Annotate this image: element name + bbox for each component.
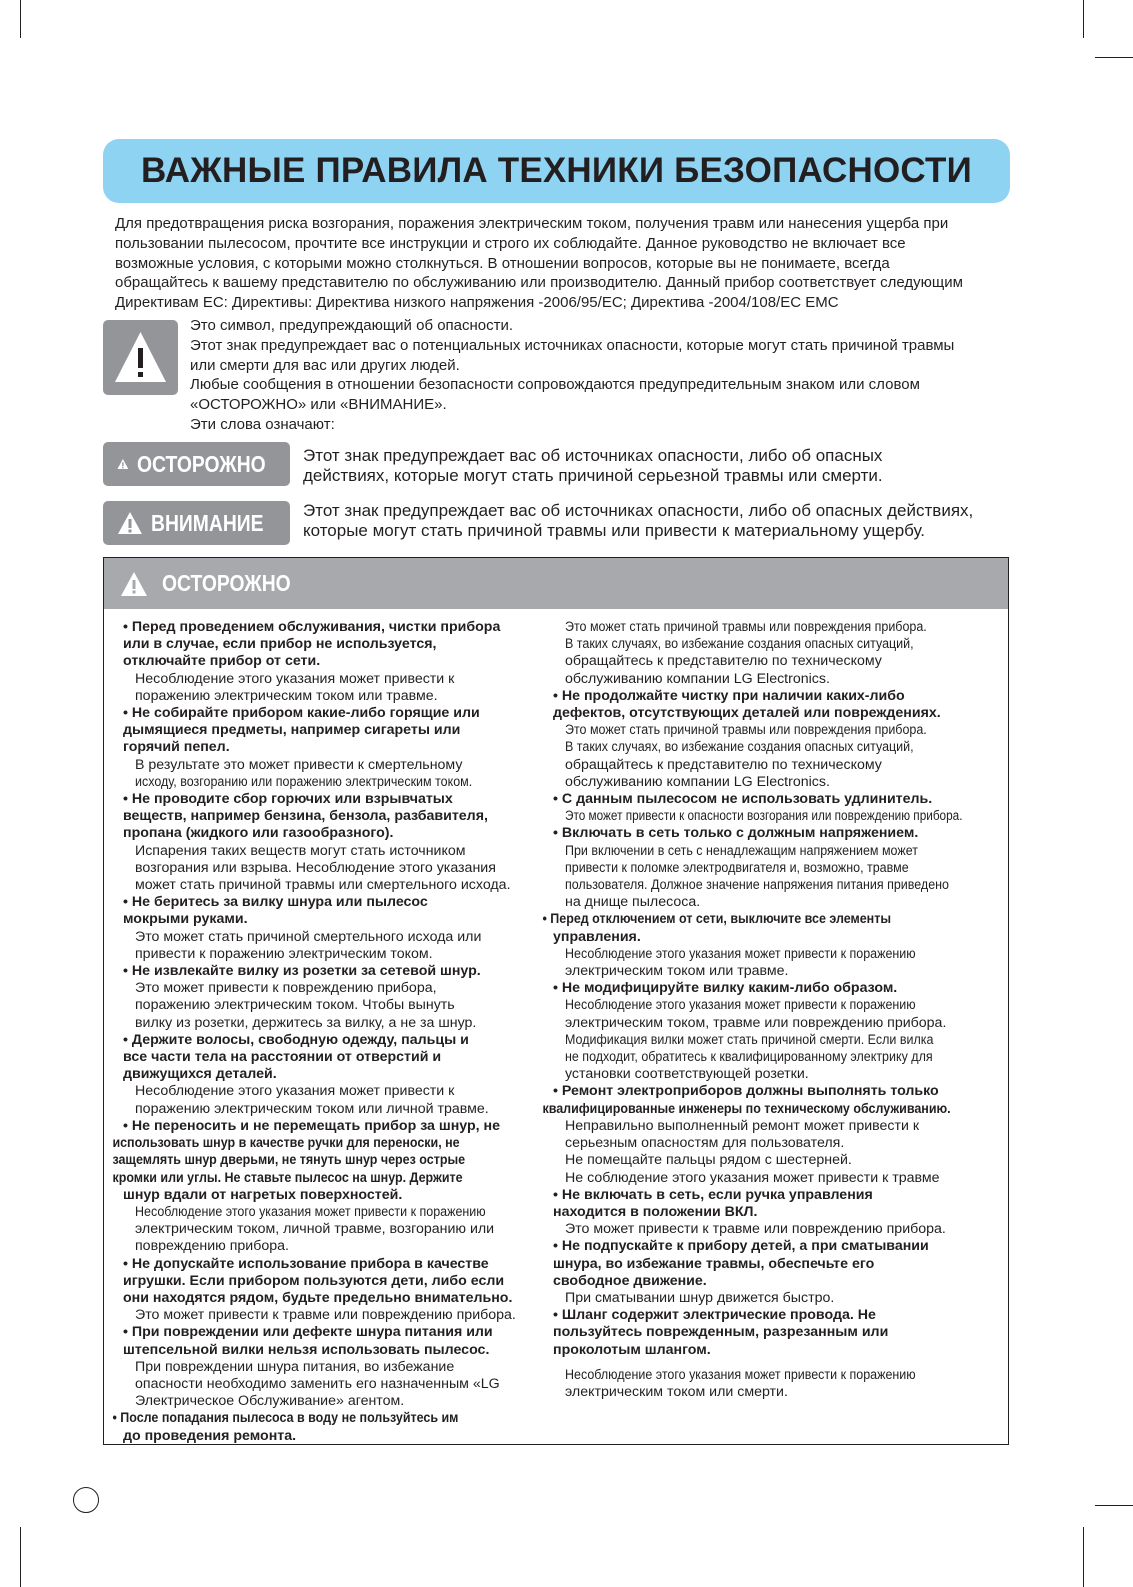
item-heading-line [553, 1256, 1003, 1273]
text-line: • Не допускайте использование прибора в качестве [123, 1255, 489, 1272]
intro-line: возможные условия, с которыми можно столкнуться. В отношении вопросов, которые вы не понимаете, всегда [115, 254, 890, 272]
caution-item [123, 963, 548, 1032]
text-line: находится в положении ВКЛ. [553, 1203, 758, 1220]
item-heading-line [123, 1066, 548, 1083]
text-line: поражению электрическим током или травме. [135, 687, 438, 704]
item-body-line [123, 1083, 548, 1100]
continued-line [553, 671, 1003, 688]
item-heading-line [123, 739, 548, 756]
item-heading-line [112, 1152, 548, 1169]
item-heading-line [553, 688, 1003, 705]
text-line: Это может привести к повреждению прибора, [135, 980, 437, 997]
text-line: электрическим током или травме. [565, 963, 789, 980]
text-line: привести к поражению электрическим током. [135, 945, 433, 962]
crop-mark [20, 1527, 21, 1587]
alert-line: или смерти для вас или других людей. [190, 356, 460, 374]
text-line: возгорания или взрыва. Несоблюдение этого указания [135, 859, 496, 876]
text-line: мокрыми руками. [123, 911, 248, 928]
text-line: горячий пепел. [123, 739, 230, 756]
text-line: В таких случаях, во избежание создания опасных ситуаций, [565, 739, 914, 756]
item-heading-line [123, 963, 548, 980]
text-line: опасности необходимо заменить его назначенным «LG [135, 1375, 500, 1392]
item-body-line [553, 1152, 1003, 1169]
text-line: • Не модифицируйте вилку каким-либо образом. [553, 980, 898, 997]
text-line: свободное движение. [553, 1272, 707, 1289]
text-line: Это может стать причиной травмы или повреждения прибора. [565, 722, 927, 739]
intro-line: обращайтесь к вашему представителю по обслуживанию или производителю. Данный прибор соответствует следующим [115, 274, 963, 292]
text-line: проколотым шлангом. [553, 1341, 711, 1358]
text-line: обслуживанию компании LG Electronics. [565, 773, 830, 790]
text-line: не подходит, обратитесь к квалифицированному электрику для [565, 1049, 933, 1066]
item-body-line [553, 808, 1003, 825]
text-line: поражению электрическим током или личной травме. [135, 1100, 489, 1117]
caution-header [104, 558, 1008, 609]
item-body-line [553, 997, 1003, 1014]
intro-line: Для предотвращения риска возгорания, поражения электрическим током, получения травм или нанесения ущерба при [115, 215, 949, 232]
item-heading-line [553, 1342, 1003, 1359]
continued-line [553, 653, 1003, 670]
caution-item [553, 980, 1003, 1083]
alert-line: Эти слова означают: [190, 415, 335, 433]
alert-line: Любые сообщения в отношении безопасности сопровождаются предупредительным знаком или словом [190, 376, 920, 394]
item-heading-line [123, 1256, 548, 1273]
text-line: электрическим током, личной травме, возгоранию или [135, 1221, 495, 1238]
item-heading-line [123, 1049, 548, 1066]
item-heading-line [123, 894, 548, 911]
caution-item [123, 619, 548, 705]
text-line: Неправильно выполненный ремонт может привести к [565, 1117, 920, 1134]
item-heading-line [123, 705, 548, 722]
badge-desc-line: которые могут стать причиной травмы или привести к материальному ущербу. [303, 521, 926, 540]
item-heading-line [123, 1342, 548, 1359]
caution-right-column [542, 619, 1003, 1401]
text-line: • Перед отключением от сети, выключите все элементы [542, 911, 892, 928]
text-line: на днище пылесоса. [565, 894, 701, 911]
spacer [553, 1359, 1003, 1367]
intro-paragraph [115, 214, 1015, 313]
caution-badge-description [303, 501, 1023, 541]
item-body-line [553, 1032, 1003, 1049]
item-heading-line [123, 808, 548, 825]
text-line: повреждению прибора. [135, 1238, 289, 1255]
text-line: защемлять шнур дверьми, не тянуть шнур через острые [112, 1152, 466, 1169]
item-heading-line [553, 1083, 1003, 1100]
item-heading-line [123, 825, 548, 842]
item-body-line [553, 1170, 1003, 1187]
item-heading-line [123, 791, 548, 808]
text-line: • Не проводите сбор горючих или взрывчатых [123, 791, 453, 808]
text-line: Несоблюдение этого указания может привести к поражению [135, 1203, 486, 1220]
item-body-line [123, 774, 548, 791]
item-body-line [123, 1101, 548, 1118]
text-line: все части тела на расстоянии от отверстий и [123, 1049, 442, 1066]
item-body-line [123, 1238, 548, 1255]
text-line: штепсельной вилки нельзя использовать пылесос. [123, 1341, 490, 1358]
text-line: При включении в сеть с ненадлежащим напряжением может [565, 842, 918, 859]
text-line: • Перед проведением обслуживания, чистки прибора [123, 619, 501, 635]
text-line: дымящиеся предметы, например сигареты или [123, 722, 461, 739]
warning-triangle-icon [120, 571, 148, 597]
item-heading-line [123, 1118, 548, 1135]
text-line: В результате это может привести к смертельному [135, 756, 463, 773]
text-line: • Не собирайте прибором какие-либо горящие или [123, 705, 480, 722]
item-heading-line [123, 911, 548, 928]
title-banner [103, 139, 1010, 203]
text-line: дефектов, отсутствующих деталей или повреждениях. [553, 705, 941, 722]
caution-item [542, 1083, 1003, 1186]
item-body-line [123, 980, 548, 997]
item-heading-line [553, 1273, 1003, 1290]
text-line: Испарения таких веществ могут стать источником [135, 842, 466, 859]
text-line: привести к поломке электродвигателя и, возможно, травме [565, 859, 909, 876]
text-line: Это может стать причиной смертельного исхода или [135, 928, 482, 945]
item-body-line [123, 1307, 548, 1324]
item-body-line [553, 1290, 1003, 1307]
item-body-line [123, 860, 548, 877]
text-line: В таких случаях, во избежание создания опасных ситуаций, [565, 636, 914, 653]
item-heading-line [553, 1238, 1003, 1255]
continued-line [553, 619, 1003, 636]
text-line: серьезным опасностям для пользователя. [565, 1135, 845, 1152]
item-body-line [553, 843, 1003, 860]
text-line: вилку из розетки, держитесь за вилку, а не за шнур. [135, 1014, 477, 1031]
text-line: пропана (жидкого или газообразного). [123, 825, 394, 842]
item-heading-line [553, 1187, 1003, 1204]
item-body-line [553, 739, 1003, 756]
text-line: кромки или углы. Не ставьте пылесос на шнур. Держите [112, 1169, 463, 1186]
item-heading-line [123, 1290, 548, 1307]
text-line: При повреждении шнура питания, во избежание [135, 1358, 455, 1375]
item-body-line [553, 1135, 1003, 1152]
item-body-line [123, 946, 548, 963]
caution-item [112, 1410, 548, 1444]
text-line: Несоблюдение этого указания может привести к [135, 670, 455, 687]
item-body-line [553, 1066, 1003, 1083]
crop-mark [1095, 57, 1133, 58]
text-line: • Включать в сеть только с должным напряжением. [553, 825, 919, 842]
warning-badge-description [303, 446, 1023, 486]
caution-item [123, 894, 548, 963]
text-line: • Не извлекайте вилку из розетки за сетевой шнур. [123, 963, 481, 980]
text-line: • После попадания пылесоса в воду не пользуйтесь им [112, 1410, 459, 1427]
caution-item [123, 1256, 548, 1325]
text-line: • Не продолжайте чистку при наличии каких-либо [553, 687, 905, 704]
caution-item [553, 1307, 1003, 1359]
item-heading-line [123, 1324, 548, 1341]
text-line: Это может привести к травме или повреждению прибора. [565, 1221, 946, 1238]
caution-item [123, 791, 548, 894]
text-line: использовать шнур в качестве ручки для переноски, не [112, 1135, 460, 1152]
item-heading-line [553, 1324, 1003, 1341]
caution-item [553, 1238, 1003, 1307]
item-body-line [123, 1204, 548, 1221]
warning-triangle-icon [117, 511, 143, 535]
text-line: веществ, например бензина, бензола, разбавителя, [123, 808, 488, 825]
caution-item [553, 825, 1003, 911]
item-body-line [553, 1221, 1003, 1238]
crop-mark [1083, 1527, 1084, 1587]
item-heading-line [542, 911, 1003, 928]
text-line: • Не переносить и не перемещать прибор за шнур, не [123, 1117, 501, 1134]
text-line: пользователя. Должное значение напряжения питания приведено [565, 877, 949, 894]
crop-mark [1095, 1505, 1133, 1506]
text-line: может стать причиной травмы или смертельного исхода. [135, 877, 511, 894]
text-line: обращайтесь к представителю по техническому [565, 653, 882, 670]
badge-label: ОСТОРОЖНО [136, 450, 266, 477]
text-line: Не соблюдение этого указания может привести к травме [565, 1169, 940, 1186]
badge-desc-line: Этот знак предупреждает вас об источниках опасности, либо об опасных [303, 446, 883, 465]
alert-line: Это символ, предупреждающий об опасности. [190, 317, 514, 334]
crop-mark [1083, 0, 1084, 38]
item-heading-line [553, 929, 1003, 946]
item-body-line [123, 1359, 548, 1376]
page-number-circle [73, 1487, 99, 1513]
alert-explanation [190, 316, 1020, 435]
item-heading-line [123, 722, 548, 739]
item-heading-line [123, 619, 548, 636]
text-line: Несоблюдение этого указания может привести к поражению [565, 945, 916, 962]
item-heading-line [123, 1032, 548, 1049]
text-line: игрушки. Если прибором пользуются дети, либо если [123, 1272, 505, 1289]
item-body-line [553, 722, 1003, 739]
item-heading-line [553, 705, 1003, 722]
text-line: Электрическое Обслуживание» агентом. [135, 1393, 405, 1410]
badge-desc-line: действиях, которые могут стать причиной серьезной травмы или смерти. [303, 466, 883, 485]
caution-item [123, 1032, 548, 1118]
text-line: • Ремонт электроприборов должны выполнять только [553, 1083, 939, 1100]
item-body-line [553, 1049, 1003, 1066]
text-line: электрическим током, травме или повреждению прибора. [565, 1014, 947, 1031]
item-heading-line [112, 1410, 548, 1427]
caution-badge [103, 501, 290, 545]
item-heading-line [553, 1307, 1003, 1324]
text-line: • С данным пылесосом не использовать удлинитель. [553, 791, 933, 808]
item-body-line [553, 877, 1003, 894]
caution-header-label: ОСТОРОЖНО [162, 570, 291, 596]
text-line: Модификация вилки может стать причиной смерти. Если вилка [565, 1031, 934, 1048]
item-body-line [553, 946, 1003, 963]
caution-section [103, 557, 1009, 1445]
item-heading-line [123, 653, 548, 670]
text-line: электрическим током или смерти. [565, 1383, 788, 1400]
item-heading-line [123, 636, 548, 653]
text-line: движущихся деталей. [123, 1066, 277, 1083]
item-body-line [553, 1015, 1003, 1032]
text-line: Несоблюдение этого указания может привести к [135, 1083, 455, 1100]
badge-label: ВНИМАНИЕ [151, 509, 264, 536]
item-body-line [123, 1376, 548, 1393]
item-body-line [553, 1118, 1003, 1135]
item-heading-line [553, 825, 1003, 842]
intro-line: пользовании пылесосом, прочтите все инструкции и строго их соблюдайте. Данное руководство не включает все [115, 234, 906, 252]
text-line: Несоблюдение этого указания может привести к поражению [565, 997, 916, 1014]
item-body-line [123, 877, 548, 894]
item-body-line [553, 894, 1003, 911]
item-body-line [123, 1221, 548, 1238]
crop-mark [20, 0, 21, 38]
text-line: или в случае, если прибор не используется, [123, 636, 437, 653]
warning-badge [103, 442, 290, 486]
final-note-line [553, 1367, 1003, 1384]
warning-triangle-icon [117, 452, 129, 476]
text-line: Не помещайте пальцы рядом с шестерней. [565, 1152, 852, 1169]
item-heading-line [553, 980, 1003, 997]
text-line: исходу, возгоранию или поражению электрическим током. [135, 773, 473, 790]
item-body-line [553, 963, 1003, 980]
item-body-line [123, 671, 548, 688]
text-line: обслуживанию компании LG Electronics. [565, 670, 830, 687]
text-line: • Шланг содержит электрические провода. Не [553, 1307, 876, 1324]
text-line: Это может стать причиной травмы или повреждения прибора. [565, 619, 927, 635]
caution-item [123, 705, 548, 791]
text-line: При сматывании шнур движется быстро. [565, 1289, 835, 1306]
item-body-line [553, 860, 1003, 877]
caution-item [542, 911, 1003, 980]
item-heading-line [542, 1100, 1003, 1118]
text-line: до проведения ремонта. [123, 1427, 297, 1444]
item-heading-line [553, 1204, 1003, 1221]
caution-left-column [112, 619, 548, 1445]
item-heading-line [553, 791, 1003, 808]
warning-triangle-icon [113, 328, 168, 386]
text-line: поражению электрическим током. Чтобы вынуть [135, 997, 455, 1014]
text-line: квалифицированные инженеры по техническому обслуживанию. [542, 1100, 951, 1117]
item-body-line [553, 774, 1003, 791]
continued-line [553, 636, 1003, 653]
text-line: управления. [553, 928, 641, 945]
item-body-line [123, 843, 548, 860]
item-body-line [123, 1393, 548, 1410]
text-line: отключайте прибор от сети. [123, 653, 321, 670]
text-line: шнур вдали от нагретых поверхностей. [123, 1186, 403, 1203]
text-line: Это может привести к опасности возгорания или повреждению прибора. [565, 808, 963, 825]
caution-item [553, 791, 1003, 825]
item-body-line [123, 929, 548, 946]
page-title: ВАЖНЫЕ ПРАВИЛА ТЕХНИКИ БЕЗОПАСНОСТИ [141, 151, 972, 190]
text-line: • Не включать в сеть, если ручка управления [553, 1186, 873, 1203]
text-line: • Не беритесь за вилку шнура или пылесос [123, 894, 428, 911]
text-line: • При повреждении или дефекте шнура питания или [123, 1324, 493, 1341]
text-line: они находятся рядом, будьте предельно внимательно. [123, 1289, 513, 1306]
item-heading-line [112, 1169, 548, 1187]
text-line: Это может привести к травме или повреждению прибора. [135, 1307, 516, 1324]
text-line: обращайтесь к представителю по техническому [565, 756, 882, 773]
item-body-line [123, 757, 548, 774]
alert-symbol-box [103, 320, 178, 395]
text-line: шнура, во избежание травмы, обеспечьте его [553, 1255, 875, 1272]
text-line: • Держите волосы, свободную одежду, пальцы и [123, 1031, 469, 1048]
text-line: • Не подпускайте к прибору детей, а при сматывании [553, 1238, 929, 1255]
item-body-line [123, 1015, 548, 1032]
item-heading-line [112, 1135, 548, 1152]
item-body-line [123, 688, 548, 705]
item-heading-line [123, 1187, 548, 1204]
text-line: установки соответствующей розетки. [565, 1066, 809, 1083]
item-body-line [553, 757, 1003, 774]
caution-item [553, 688, 1003, 791]
text-line: Несоблюдение этого указания может привести к поражению [565, 1366, 916, 1383]
final-note-line [553, 1384, 1003, 1401]
text-line: пользуйтесь поврежденным, разрезанным или [553, 1324, 889, 1341]
caution-item [112, 1117, 548, 1256]
item-body-line [123, 997, 548, 1014]
item-heading-line [123, 1273, 548, 1290]
badge-desc-line: Этот знак предупреждает вас об источниках опасности, либо об опасных действиях, [303, 501, 974, 520]
alert-line: Этот знак предупреждает вас о потенциальных источниках опасности, которые могут стать причиной травмы [190, 336, 955, 354]
caution-item [123, 1324, 548, 1410]
caution-item [553, 1187, 1003, 1239]
alert-line: «ОСТОРОЖНО» или «ВНИМАНИЕ». [190, 396, 447, 414]
item-heading-line [123, 1428, 548, 1445]
intro-line: Директивам ЕС: Директивы: Директива низкого напряжения -2006/95/EC; Директива -2004/108/EC EMC [115, 294, 839, 312]
